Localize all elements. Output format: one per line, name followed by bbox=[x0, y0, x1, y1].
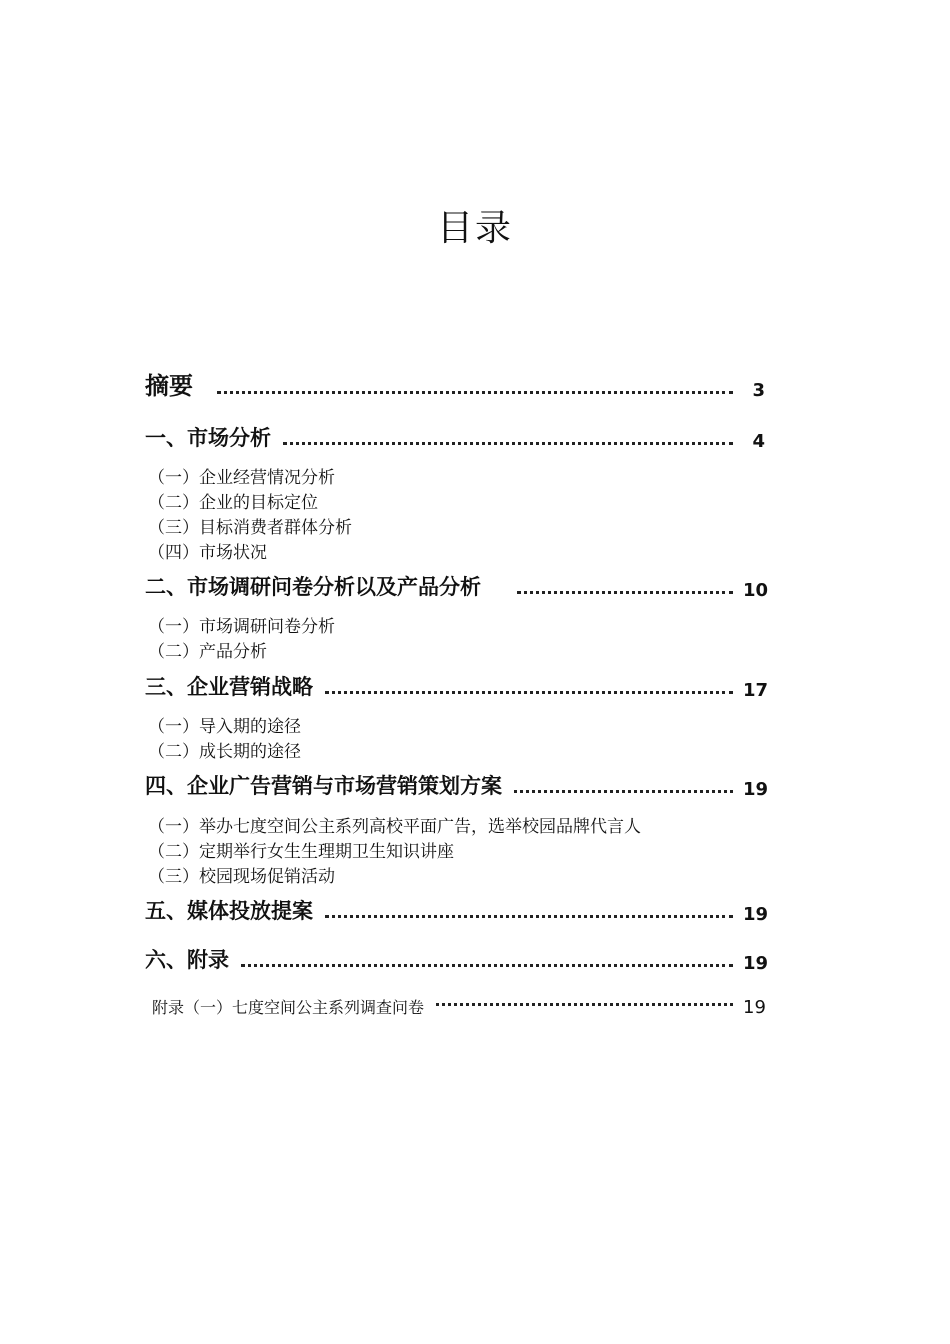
toc-entry-label: 一、市场分析 bbox=[145, 426, 271, 450]
toc-leader-dots bbox=[514, 790, 733, 793]
toc-subentry[interactable]: （二）成长期的途径 bbox=[148, 742, 301, 762]
toc-page-number: 3 bbox=[752, 380, 765, 401]
toc-entry-appendix-1[interactable] bbox=[152, 995, 765, 1018]
toc-leader-dots bbox=[283, 442, 733, 445]
toc-entry-label: 五、媒体投放提案 bbox=[145, 899, 313, 923]
toc-entry-label: 二、市场调研问卷分析以及产品分析 bbox=[145, 575, 481, 599]
toc-entry-label: 附录（一）七度空间公主系列调查问卷 bbox=[152, 998, 425, 1017]
toc-entry-section-3[interactable] bbox=[145, 671, 769, 701]
toc-page-number: 10 bbox=[743, 580, 769, 601]
toc-subentry[interactable]: （一）举办七度空间公主系列高校平面广告，选举校园品牌代言人 bbox=[148, 817, 641, 837]
toc-leader-dots bbox=[325, 691, 733, 694]
toc-subentry[interactable]: （二）产品分析 bbox=[148, 642, 267, 662]
toc-leader-dots bbox=[517, 591, 733, 594]
toc-leader-dots bbox=[217, 391, 733, 394]
toc-leader-dots bbox=[436, 1003, 733, 1006]
toc-page-number: 19 bbox=[743, 997, 766, 1018]
toc-subentry[interactable]: （二）企业的目标定位 bbox=[148, 493, 318, 513]
toc-subentry[interactable]: （三）目标消费者群体分析 bbox=[148, 518, 352, 538]
toc-entry-section-5[interactable] bbox=[145, 895, 769, 925]
toc-page-number: 19 bbox=[743, 953, 769, 974]
page-title: 目录 bbox=[436, 208, 513, 249]
toc-entry-section-1[interactable] bbox=[145, 422, 765, 452]
toc-leader-dots bbox=[241, 964, 733, 967]
toc-subentry[interactable]: （一）市场调研问卷分析 bbox=[148, 617, 335, 637]
toc-entry-section-4[interactable] bbox=[145, 770, 769, 800]
toc-subentry[interactable]: （一）企业经营情况分析 bbox=[148, 468, 335, 488]
toc-entry-label: 六、附录 bbox=[145, 948, 229, 972]
toc-page-number: 19 bbox=[743, 779, 769, 800]
toc-page-number: 19 bbox=[743, 904, 769, 925]
toc-subentry[interactable]: （二）定期举行女生生理期卫生知识讲座 bbox=[148, 842, 454, 862]
toc-page-number: 17 bbox=[743, 680, 769, 701]
toc-entry-label: 四、企业广告营销与市场营销策划方案 bbox=[145, 774, 502, 798]
toc-subentry[interactable]: （四）市场状况 bbox=[148, 543, 267, 563]
toc-entry-section-6[interactable] bbox=[145, 944, 769, 974]
toc-entry-label: 三、企业营销战略 bbox=[145, 675, 313, 699]
toc-leader-dots bbox=[325, 915, 733, 918]
toc-entry-label: 摘要 bbox=[145, 372, 193, 400]
toc-entry-abstract[interactable] bbox=[145, 366, 765, 401]
toc-subentry[interactable]: （一）导入期的途径 bbox=[148, 717, 301, 737]
toc-subentry[interactable]: （三）校园现场促销活动 bbox=[148, 867, 335, 887]
toc-page-number: 4 bbox=[752, 431, 765, 452]
toc-entry-section-2[interactable] bbox=[145, 571, 769, 601]
